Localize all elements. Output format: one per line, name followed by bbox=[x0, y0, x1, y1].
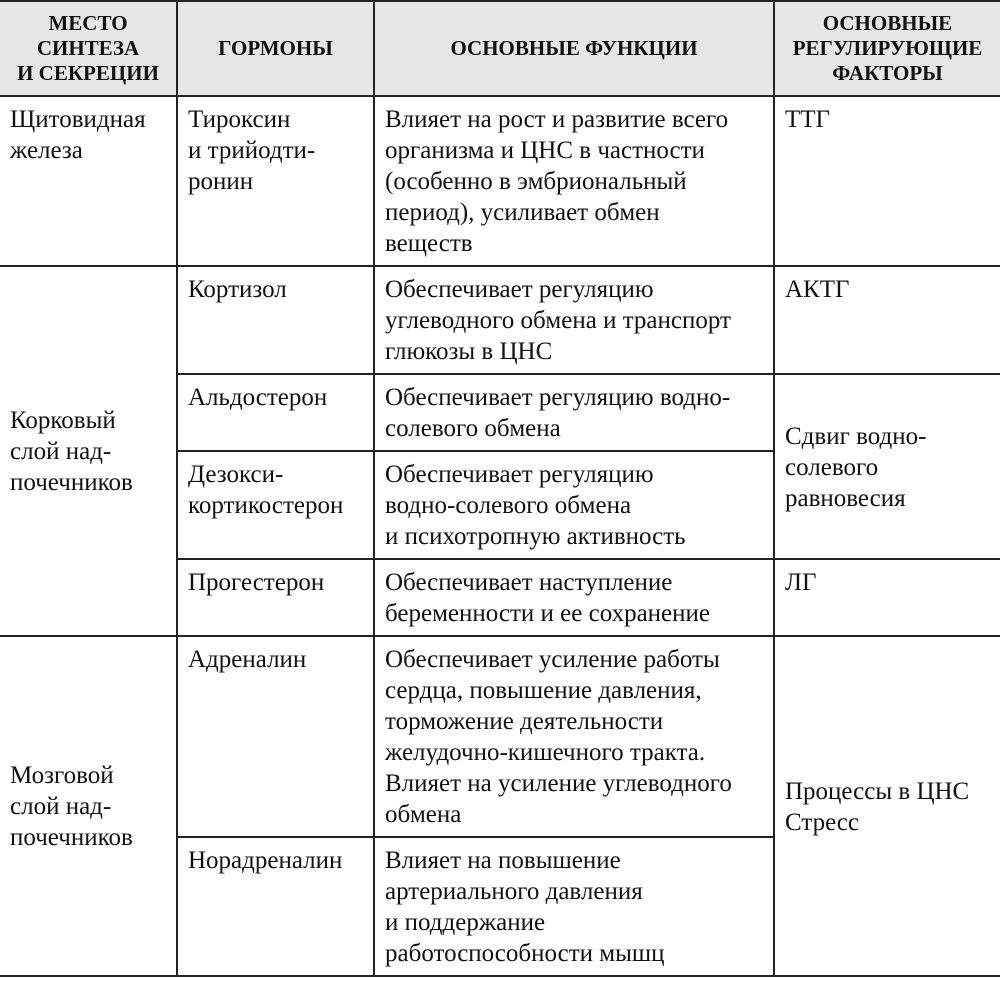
table-row bbox=[0, 96, 1000, 266]
table-row bbox=[0, 636, 1000, 837]
hormone-cell: Альдостерон bbox=[177, 374, 374, 451]
hormone-cell: Тироксин и трийодти- ронин bbox=[177, 96, 374, 266]
site-cell: Щитовидная железа bbox=[0, 96, 177, 266]
function-cell: Обеспечивает усиление работы сердца, повышение давления, торможение деятельности желудочно-кишечного тракта. Влияет на усиление углеводного обмена bbox=[374, 636, 774, 837]
function-cell: Обеспечивает регуляцию водно-солевого обмена и психотропную активность bbox=[374, 451, 774, 559]
hormone-cell: Адреналин bbox=[177, 636, 374, 837]
function-cell: Обеспечивает наступление беременности и ее сохранение bbox=[374, 559, 774, 636]
factor-cell: АКТГ bbox=[774, 266, 1000, 374]
hormone-cell: Кортизол bbox=[177, 266, 374, 374]
factor-cell: Процессы в ЦНС Стресс bbox=[774, 636, 1000, 976]
factor-cell: Сдвиг водно- солевого равновесия bbox=[774, 374, 1000, 559]
hormone-cell: Норадреналин bbox=[177, 837, 374, 976]
hormone-cell: Прогестерон bbox=[177, 559, 374, 636]
site-cell: Корковый слой над- почечников bbox=[0, 266, 177, 636]
function-cell: Обеспечивает регуляцию водно- солевого обмена bbox=[374, 374, 774, 451]
function-cell: Обеспечивает регуляцию углеводного обмена и транспорт глюкозы в ЦНС bbox=[374, 266, 774, 374]
header-site: МЕСТО СИНТЕЗА И СЕКРЕЦИИ bbox=[0, 1, 177, 96]
hormone-cell: Дезокси- кортикостерон bbox=[177, 451, 374, 559]
function-cell: Влияет на рост и развитие всего организма и ЦНС в частности (особенно в эмбриональный период), усиливает обмен веществ bbox=[374, 96, 774, 266]
factor-cell: ЛГ bbox=[774, 559, 1000, 636]
header-functions: ОСНОВНЫЕ ФУНКЦИИ bbox=[374, 1, 774, 96]
function-cell: Влияет на повышение артериального давления и поддержание работоспособности мышц bbox=[374, 837, 774, 976]
factor-cell: ТТГ bbox=[774, 96, 1000, 266]
table-row bbox=[0, 266, 1000, 374]
header-hormones: ГОРМОНЫ bbox=[177, 1, 374, 96]
header-factors: ОСНОВНЫЕ РЕГУЛИРУЮЩИЕ ФАКТОРЫ bbox=[774, 1, 1000, 96]
header-row bbox=[0, 1, 1000, 96]
site-cell: Мозговой слой над- почечников bbox=[0, 636, 177, 976]
